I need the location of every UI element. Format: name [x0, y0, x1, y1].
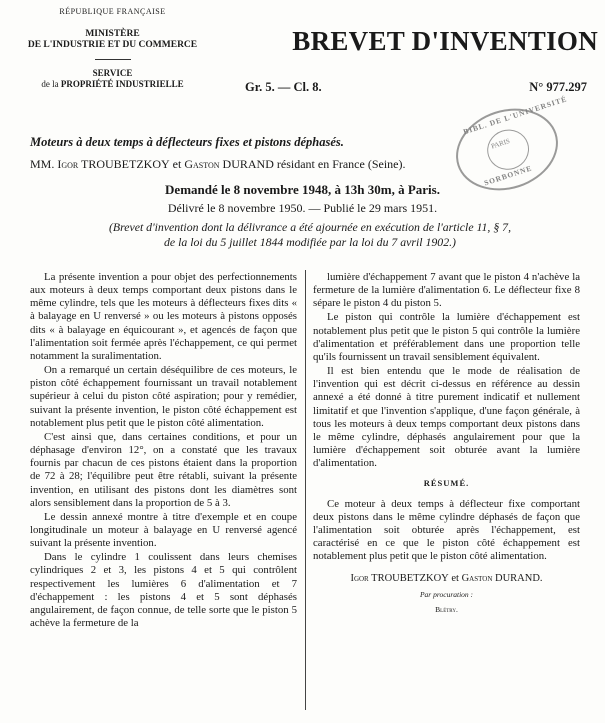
paragraph: Dans le cylindre 1 coulissent dans leurs chemises cylindriques 2 et 3, les pistons 4 et 5 qui contrôlent respectivement les lumières 6 d'alimentation et 7 d'échappement : les pistons 4 et 5 sont déphasés angulairement, de façon connue, de telle sorte que le piston 5 achève la fermeture de la [30, 551, 297, 630]
stamp-center-text: PARIS [490, 136, 511, 151]
body-column-right [313, 271, 580, 617]
paragraph: lumière d'échappement 7 avant que le piston 4 n'achève la fermeture de la lumière d'alimentation 6. Le déflecteur fixe 8 sépare le piston 4 du piston 5. [313, 271, 580, 310]
paragraph: La présente invention a pour objet des perfectionnements aux moteurs à deux temps comportant deux pistons dans le même cylindre, tels que les moteurs à déflecteurs fixes dits « à balayage en U renversé » ou les moteurs à pistons opposés dits « à balayage en équicourant », et agencés de façon que l'alimentation soit fermée après l'échappement, ce qui permet notamment la suralimentation. [30, 271, 297, 362]
resume-heading: RÉSUMÉ. [423, 478, 470, 489]
resume-text: Ce moteur à deux temps à déflecteur fixe comportant deux pistons dans le même cylindre déphasés de façon que l'alimentation soit obturée après l'échappement, est caractérisé en ce que le piston côté échappement est notablement plus petit que le piston côté alimentation. [313, 497, 580, 563]
service-de-la: de la [41, 79, 59, 89]
inventor-residence: résidant en France (Seine). [276, 157, 406, 171]
filing-date: Demandé le 8 novembre 1948, à 13h 30m, à Paris. [165, 182, 440, 197]
inventor-joiner: et [172, 157, 182, 171]
body-column-left [30, 271, 297, 631]
paragraph: C'est ainsi que, dans certaines conditions, et pour un déphasage d'environ 12°, on a constaté que les travaux fournis par chacun de ces pistons étaient dans la proportion de 72 à 28; l'équilibre peut être rétabli, suivant la présente invention, en utilisant des pistons dont les diamètres sont alors sensiblement dans la proportion de 5 à 3. [30, 430, 297, 509]
patent-number: N° 977.297 [529, 80, 587, 94]
document-title: BREVET D'INVENTION [292, 26, 598, 56]
stamp-bottom-text: SORBONNE [482, 163, 534, 188]
legal-note-line-1: (Brevet d'invention dont la délivrance a été ajournée en exécution de l'article 11, § 7, [108, 220, 512, 234]
header-divider [95, 59, 131, 60]
stamp-top-text: BIBL. DE L'UNIVERSITÉ [462, 94, 569, 137]
issuing-authority [0, 6, 225, 90]
paragraph: Le piston qui contrôle la lumière d'échappement est notablement plus petit que le piston 5 qui contrôle la lumière d'alimentation et préférablement dans une proportion telle qu'ils fournissent un travail sensiblement équivalent. [313, 311, 580, 363]
patent-subject: Moteurs à deux temps à déflecteurs fixes et pistons déphasés. [30, 135, 344, 149]
issue-publication-dates: Délivré le 8 novembre 1950. — Publié le 29 mars 1951. [167, 201, 438, 215]
legal-note-line-2: de la loi du 5 juillet 1844 modifiée par la loi du 7 avril 1902.) [164, 235, 456, 249]
paragraph: Le dessin annexé montre à titre d'exemple et en coupe longitudinale un moteur à balayage en U renversé agencé suivant la présente invention. [30, 510, 297, 550]
signature-inventor-2: Gaston DURAND. [461, 573, 543, 585]
signature-inventor-1: Igor TROUBETZKOY [350, 573, 449, 585]
procuration-label: Par procuration : [419, 590, 474, 600]
inventor-1: Igor TROUBETZKOY [57, 157, 170, 171]
classification: Gr. 5. — Cl. 8. [245, 80, 322, 94]
column-divider [305, 270, 306, 710]
signature-joiner: et [451, 573, 459, 585]
service-propriete: PROPRIÉTÉ INDUSTRIELLE [60, 79, 184, 89]
legal-note [30, 220, 590, 250]
republique-label: RÉPUBLIQUE FRANÇAISE [59, 7, 166, 16]
agent-name: Blétry. [435, 604, 458, 614]
service-line-1: SERVICE [92, 68, 133, 78]
paragraph: On a remarqué un certain déséquilibre de ces moteurs, le piston côté échappement fournissant un travail notablement supérieur à celui du piston côté aspiration; pour y remédier, suivant la présente invention, le piston côté échappement est notablement plus petit que le piston côté alimentation. [30, 364, 297, 429]
paragraph: Il est bien entendu que le mode de réalisation de l'invention qui est décrit ci-dessus en référence au dessin annexé a été donné à titre purement indicatif et nullement limitatif et que l'invention s'applique, d'une façon générale, à tous les moteurs à deux temps comportant deux pistons dans le même cylindre, déphasés angulairement pour que la lumière d'échappement soit obturée avant la lumière d'alimentation. [313, 365, 580, 470]
ministere-line-1: MINISTÈRE [85, 29, 140, 39]
service-line-2 [0, 79, 225, 90]
inventors-prefix: MM. [30, 157, 55, 171]
inventors-line [30, 157, 470, 172]
signature [313, 572, 580, 585]
ministere-line-2: DE L'INDUSTRIE ET DU COMMERCE [27, 40, 198, 50]
inventor-2: Gaston DURAND [184, 157, 274, 171]
